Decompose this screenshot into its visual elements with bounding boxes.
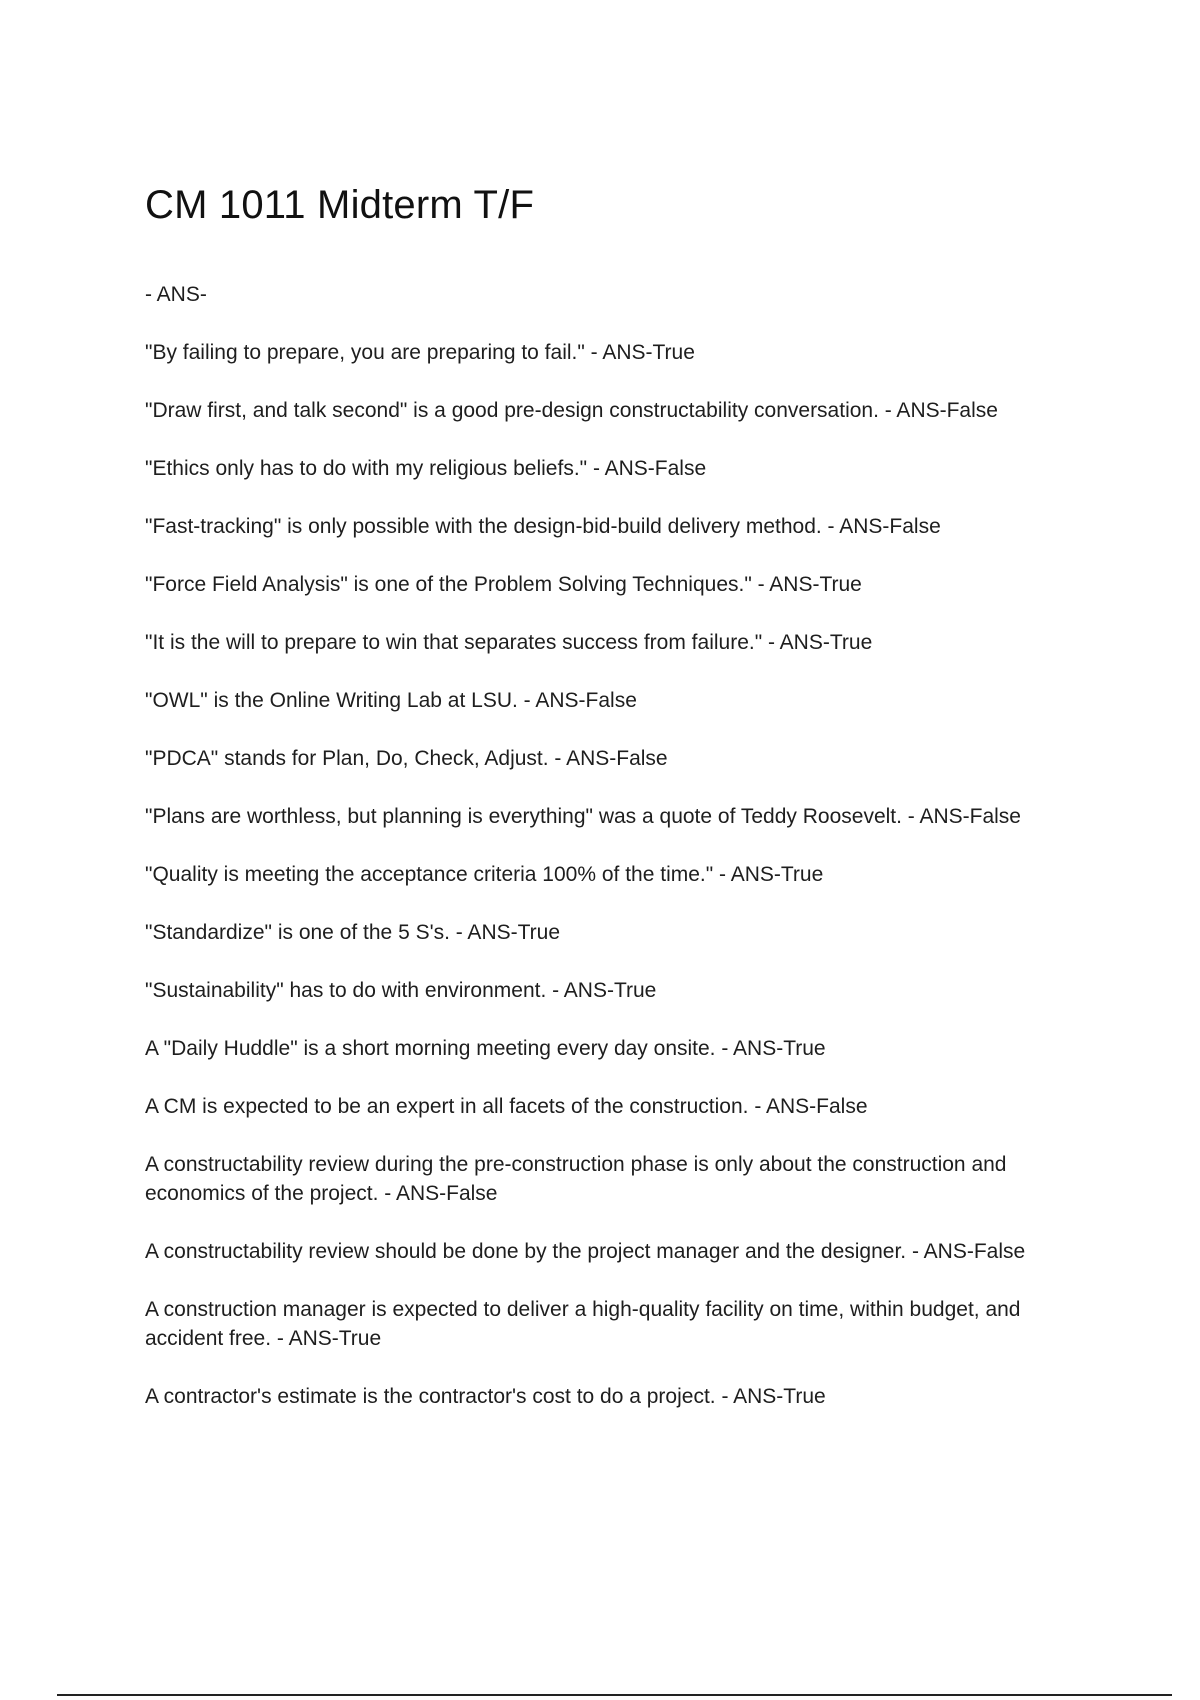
list-item: "Force Field Analysis" is one of the Problem Solving Techniques." - ANS-True <box>145 573 862 596</box>
list-item: "Plans are worthless, but planning is everything" was a quote of Teddy Roosevelt. - ANS-False <box>145 805 1021 828</box>
list-item: A "Daily Huddle" is a short morning meeting every day onsite. - ANS-True <box>145 1037 826 1060</box>
list-item: "Ethics only has to do with my religious beliefs." - ANS-False <box>145 457 707 480</box>
list-item: A CM is expected to be an expert in all facets of the construction. - ANS-False <box>145 1095 868 1118</box>
list-item: A construction manager is expected to deliver a high-quality facility on time, within budget, and accident free. - ANS-True <box>145 1298 1021 1350</box>
page-title: CM 1011 Midterm T/F <box>145 183 535 227</box>
list-item: "It is the will to prepare to win that separates success from failure." - ANS-True <box>145 631 873 654</box>
list-item: A contractor's estimate is the contractor's cost to do a project. - ANS-True <box>145 1385 826 1408</box>
list-item: "Quality is meeting the acceptance criteria 100% of the time." - ANS-True <box>145 863 824 886</box>
list-item: "Sustainability" has to do with environment. - ANS-True <box>145 979 657 1002</box>
list-item: "OWL" is the Online Writing Lab at LSU. - ANS-False <box>145 689 637 712</box>
list-item: A constructability review during the pre-construction phase is only about the construction and economics of the project. - ANS-False <box>145 1153 1007 1205</box>
footer-divider <box>57 1694 1172 1696</box>
question-answer-list <box>145 280 1090 1440</box>
list-item: - ANS- <box>145 283 207 306</box>
list-item: "By failing to prepare, you are preparing to fail." - ANS-True <box>145 341 695 364</box>
list-item: "Fast-tracking" is only possible with the design-bid-build delivery method. - ANS-False <box>145 515 941 538</box>
list-item: A constructability review should be done by the project manager and the designer. - ANS-False <box>145 1240 1026 1263</box>
list-item: "Draw first, and talk second" is a good pre-design constructability conversation. - ANS-False <box>145 399 998 422</box>
list-item: "PDCA" stands for Plan, Do, Check, Adjust. - ANS-False <box>145 747 668 770</box>
list-item: "Standardize" is one of the 5 S's. - ANS-True <box>145 921 561 944</box>
